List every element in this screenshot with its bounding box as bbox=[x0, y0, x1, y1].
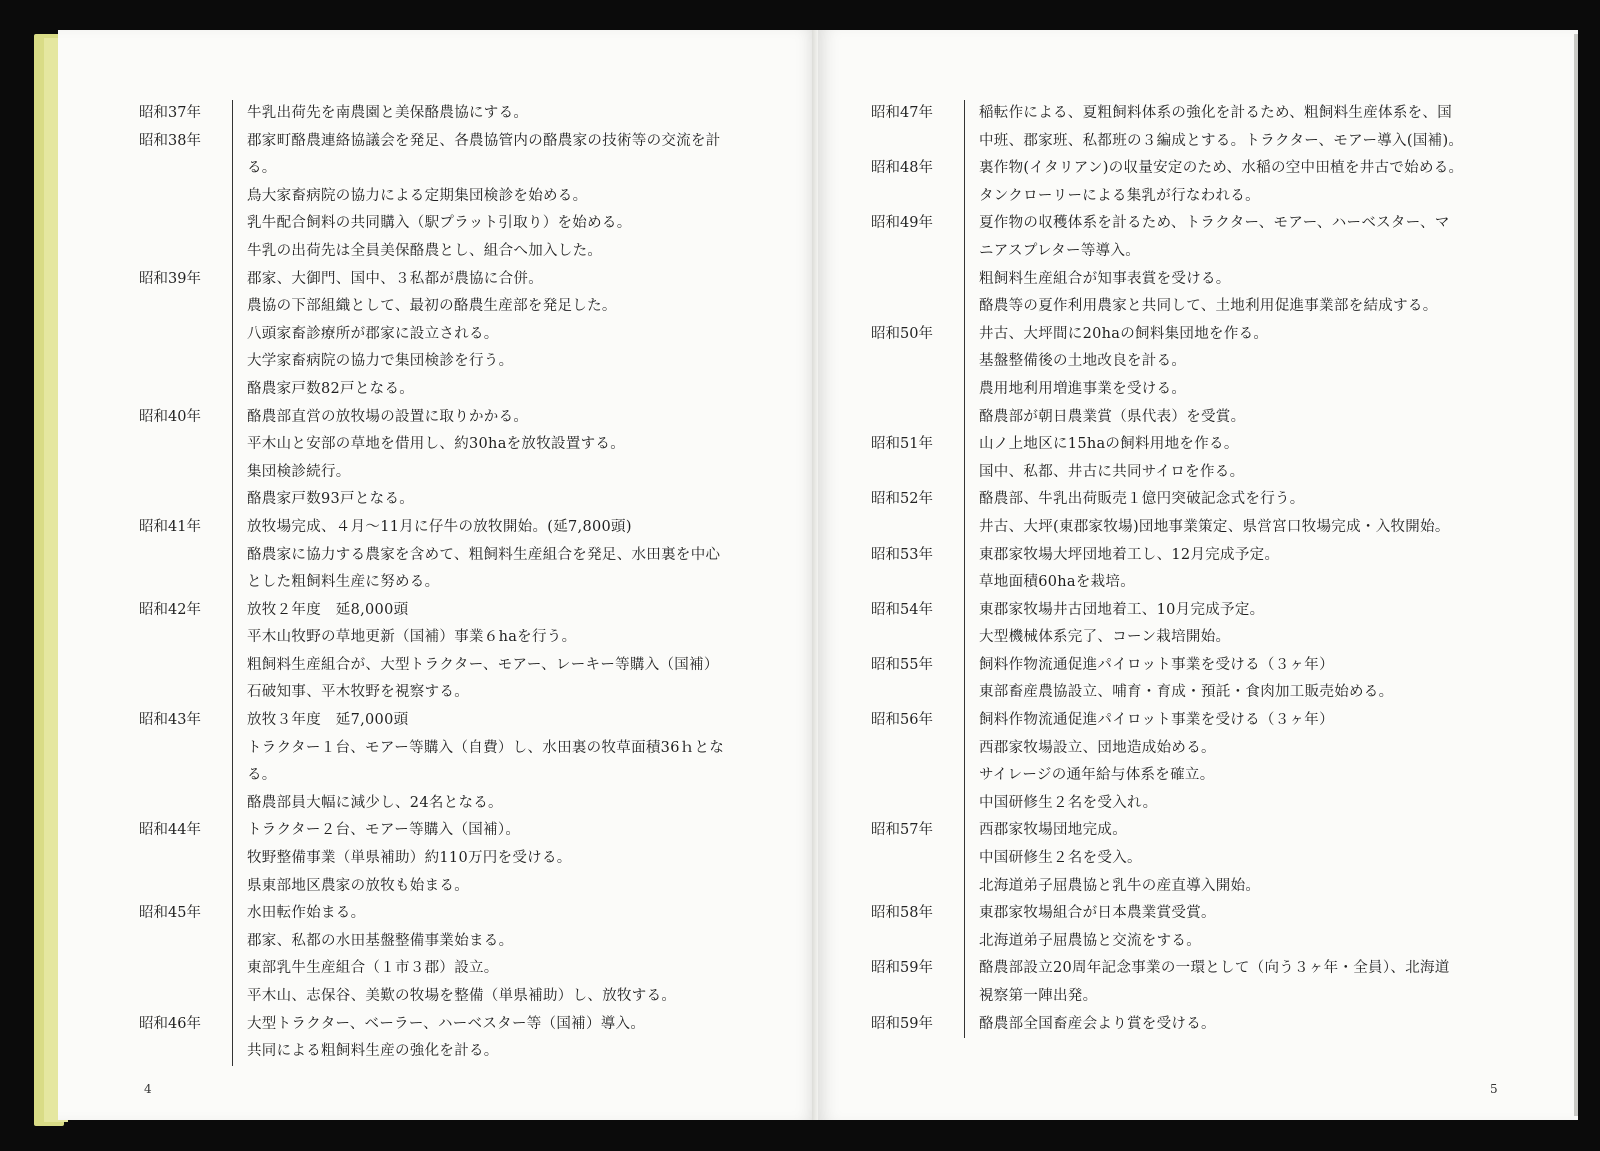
entry-year: 昭和56年 bbox=[871, 712, 933, 729]
entry-line: 共同による粗飼料生産の強化を計る。 bbox=[247, 1043, 499, 1060]
entry-line: 井古、大坪(東郡家牧場)団地事業策定、県営宮口牧場完成・入牧開始。 bbox=[979, 518, 1450, 535]
entry-line: 東郡家牧場大坪団地着工し、12月完成予定。 bbox=[979, 546, 1280, 563]
entry-lines bbox=[965, 707, 1510, 817]
entry-line: 東郡家牧場組合が日本農業賞受賞。 bbox=[979, 905, 1216, 922]
entry-line: 中国研修生２名を受入。 bbox=[979, 850, 1142, 867]
entry-line: 牧野整備事業（単県補助）約110万円を受ける。 bbox=[247, 850, 572, 867]
entry-lines bbox=[233, 128, 778, 266]
entry-year: 昭和47年 bbox=[871, 105, 933, 121]
timeline-entry bbox=[139, 514, 778, 597]
entry-line: 視察第一陣出発。 bbox=[979, 988, 1098, 1004]
entry-line: 石破知事、平木牧野を視察する。 bbox=[247, 684, 469, 701]
entry-lines bbox=[965, 900, 1510, 955]
timeline-entry bbox=[871, 817, 1510, 900]
entry-year: 昭和59年 bbox=[871, 960, 933, 977]
entry-lines bbox=[233, 900, 778, 1010]
timeline-entry bbox=[871, 431, 1510, 486]
entry-line: トラクター１台、モアー等購入（自費）し、水田裏の牧草面積36ｈとな bbox=[247, 739, 725, 756]
entry-lines bbox=[233, 817, 778, 900]
entry-year: 昭和58年 bbox=[871, 905, 933, 922]
timeline-entry bbox=[871, 652, 1510, 707]
entry-lines bbox=[965, 597, 1510, 652]
timeline-entry bbox=[871, 1011, 1510, 1039]
entry-year: 昭和44年 bbox=[139, 822, 201, 839]
entry-lines bbox=[233, 100, 778, 128]
entry-year: 昭和53年 bbox=[871, 546, 933, 563]
timeline-entry bbox=[139, 817, 778, 900]
entry-line: 飼料作物流通促進パイロット事業を受ける（３ヶ年） bbox=[979, 712, 1334, 729]
entry-lines bbox=[965, 542, 1510, 597]
entry-line: 酪農部が朝日農業賞（県代表）を受賞。 bbox=[979, 408, 1246, 425]
page-stack-edge bbox=[1574, 34, 1578, 1116]
entry-line: る。 bbox=[247, 767, 277, 784]
entry-line: る。 bbox=[247, 160, 277, 177]
entry-line: サイレージの通年給与体系を確立。 bbox=[979, 767, 1215, 784]
entry-line: 牛乳出荷先を南農園と美保酪農協にする。 bbox=[247, 105, 529, 121]
entry-line: 稲転作による、夏粗飼料体系の強化を計るため、粗飼料生産体系を、国 bbox=[979, 105, 1453, 121]
entry-line: 東部乳牛生産組合（１市３郡）設立。 bbox=[247, 960, 499, 977]
entry-lines bbox=[233, 404, 778, 514]
entry-line: 郡家、私都の水田基盤整備事業始まる。 bbox=[247, 932, 514, 949]
entry-line: 平木山と安部の草地を借用し、約30haを放牧設置する。 bbox=[247, 436, 626, 453]
entry-line: 牛乳の出荷先は全員美保酪農とし、組合へ加入した。 bbox=[247, 242, 603, 259]
entry-year: 昭和51年 bbox=[871, 436, 933, 453]
timeline-entry bbox=[139, 707, 778, 817]
entry-lines bbox=[965, 155, 1510, 210]
entry-line: 粗飼料生産組合が知事表賞を受ける。 bbox=[979, 270, 1231, 287]
entry-line: 東郡家牧場井古団地着工、10月完成予定。 bbox=[979, 601, 1265, 618]
timeline-entry bbox=[139, 128, 778, 266]
entry-line: 大学家畜病院の協力で集団検診を行う。 bbox=[247, 353, 514, 370]
entry-line: 八頭家畜診療所が郡家に設立される。 bbox=[247, 325, 499, 342]
entry-lines bbox=[233, 597, 778, 707]
entry-line: 酪農部直営の放牧場の設置に取りかかる。 bbox=[247, 408, 529, 425]
entry-line: とした粗飼料生産に努める。 bbox=[247, 574, 440, 591]
entry-line: 裏作物(イタリアン)の収量安定のため、水稲の空中田植を井古で始める。 bbox=[979, 160, 1464, 177]
entry-line: 北海道弟子屈農協と交流をする。 bbox=[979, 932, 1201, 949]
entry-lines bbox=[965, 210, 1510, 320]
timeline-entry bbox=[139, 404, 778, 514]
timeline-entry bbox=[871, 486, 1510, 541]
entry-line: 国中、私都、井古に共同サイロを作る。 bbox=[979, 463, 1245, 480]
entry-line: 水田転作始まる。 bbox=[247, 905, 366, 922]
entry-line: 粗飼料生産組合が、大型トラクター、モアー、レーキー等購入（国補） bbox=[247, 656, 719, 673]
entry-line: 夏作物の収穫体系を計るため、トラクター、モアー、ハーベスター、マ bbox=[979, 215, 1450, 232]
entry-line: 西郡家牧場団地完成。 bbox=[979, 822, 1127, 839]
entry-lines bbox=[233, 514, 778, 597]
timeline-entry bbox=[139, 100, 778, 128]
entry-lines bbox=[965, 652, 1510, 707]
timeline-entry bbox=[871, 321, 1510, 431]
entry-line: 酪農部員大幅に減少し、24名となる。 bbox=[247, 794, 503, 811]
timeline-entry bbox=[139, 900, 778, 1010]
entry-line: 乳牛配合飼料の共同購入（駅プラット引取り）を始める。 bbox=[247, 215, 632, 232]
timeline-entry bbox=[871, 542, 1510, 597]
entry-lines bbox=[965, 100, 1510, 155]
entry-line: 山ノ上地区に15haの飼料用地を作る。 bbox=[979, 436, 1239, 453]
entry-line: 鳥大家畜病院の協力による定期集団検診を始める。 bbox=[247, 187, 588, 204]
entry-year: 昭和49年 bbox=[871, 215, 933, 232]
entry-line: 西郡家牧場設立、団地造成始める。 bbox=[979, 739, 1216, 756]
entry-line: 酪農等の夏作利用農家と共同して、土地利用促進事業部を結成する。 bbox=[979, 298, 1438, 315]
page-number-right: 5 bbox=[1490, 1082, 1498, 1096]
entry-line: 大型トラクター、ベーラー、ハーベスター等（国補）導入。 bbox=[247, 1015, 646, 1032]
entry-year: 昭和50年 bbox=[871, 325, 933, 342]
timeline-entry bbox=[871, 707, 1510, 817]
left-timeline bbox=[139, 100, 778, 1066]
entry-line: 郡家町酪農連絡協議会を発足、各農協管内の酪農家の技術等の交流を計 bbox=[247, 132, 721, 149]
entry-line: 東部畜産農協設立、哺育・育成・預託・食肉加工販売始める。 bbox=[979, 684, 1394, 701]
entry-line: 集団検診続行。 bbox=[247, 463, 351, 480]
entry-line: 平木山牧野の草地更新（国補）事業６haを行う。 bbox=[247, 629, 577, 646]
entry-year: 昭和55年 bbox=[871, 656, 933, 673]
entry-line: 北海道弟子屈農協と乳牛の産直導入開始。 bbox=[979, 877, 1261, 894]
entry-line: 農協の下部組織として、最初の酪農生産部を発足した。 bbox=[247, 298, 617, 315]
right-page bbox=[818, 30, 1578, 1120]
entry-line: ニアスプレター等導入。 bbox=[979, 242, 1141, 259]
entry-line: 平木山、志保谷、美歎の牧場を整備（単県補助）し、放牧する。 bbox=[247, 988, 677, 1004]
entry-year: 昭和43年 bbox=[139, 712, 201, 729]
entry-line: 郡家、大御門、国中、３私都が農協に合併。 bbox=[247, 270, 543, 287]
entry-lines bbox=[233, 1011, 778, 1066]
entry-line: 農用地利用増進事業を受ける。 bbox=[979, 380, 1187, 397]
entry-line: 酪農家戸数93戸となる。 bbox=[247, 491, 415, 508]
entry-year: 昭和48年 bbox=[871, 160, 933, 177]
timeline-entry bbox=[871, 900, 1510, 955]
entry-line: 酪農家に協力する農家を含めて、粗飼料生産組合を発足、水田裏を中心 bbox=[247, 546, 721, 563]
entry-line: 酪農家戸数82戸となる。 bbox=[247, 380, 415, 397]
entry-lines bbox=[233, 707, 778, 817]
entry-year: 昭和46年 bbox=[139, 1015, 201, 1032]
timeline-entry bbox=[871, 955, 1510, 1010]
entry-line: 放牧２年度 延8,000頭 bbox=[247, 601, 409, 618]
entry-line: 酪農部、牛乳出荷販売１億円突破記念式を行う。 bbox=[979, 491, 1305, 508]
page-number-left: 4 bbox=[144, 1082, 152, 1096]
entry-year: 昭和38年 bbox=[139, 132, 201, 149]
entry-lines bbox=[965, 321, 1510, 431]
entry-lines bbox=[965, 1011, 1510, 1039]
entry-line: タンクローリーによる集乳が行なわれる。 bbox=[979, 187, 1260, 204]
entry-line: 中班、郡家班、私都班の３編成とする。トラクター、モアー導入(国補)。 bbox=[979, 132, 1464, 149]
timeline-entry bbox=[871, 597, 1510, 652]
entry-year: 昭和39年 bbox=[139, 270, 201, 287]
entry-lines bbox=[965, 955, 1510, 1010]
entry-line: トラクター２台、モアー等購入（国補）。 bbox=[247, 822, 521, 839]
entry-line: 飼料作物流通促進パイロット事業を受ける（３ヶ年） bbox=[979, 656, 1334, 673]
entry-year: 昭和54年 bbox=[871, 601, 933, 618]
entry-lines bbox=[965, 431, 1510, 486]
timeline-entry bbox=[871, 155, 1510, 210]
entry-year: 昭和37年 bbox=[139, 105, 201, 121]
entry-line: 酪農部設立20周年記念事業の一環として（向う３ヶ年・全員）、北海道 bbox=[979, 960, 1450, 977]
right-timeline bbox=[871, 100, 1510, 1038]
entry-lines bbox=[965, 817, 1510, 900]
timeline-entry bbox=[139, 1011, 778, 1066]
entry-year: 昭和41年 bbox=[139, 518, 201, 535]
timeline-entry bbox=[139, 266, 778, 404]
left-page bbox=[58, 30, 818, 1120]
entry-year: 昭和57年 bbox=[871, 822, 933, 839]
entry-line: 酪農部全国畜産会より賞を受ける。 bbox=[979, 1015, 1216, 1032]
entry-year: 昭和59年 bbox=[871, 1015, 933, 1032]
entry-line: 基盤整備後の土地改良を計る。 bbox=[979, 353, 1187, 370]
entry-line: 県東部地区農家の放牧も始まる。 bbox=[247, 877, 469, 894]
entry-year: 昭和52年 bbox=[871, 491, 933, 508]
entry-year: 昭和42年 bbox=[139, 601, 201, 618]
entry-year: 昭和40年 bbox=[139, 408, 201, 425]
entry-lines bbox=[233, 266, 778, 404]
entry-line: 井古、大坪間に20haの飼料集団地を作る。 bbox=[979, 325, 1269, 342]
timeline-entry bbox=[139, 597, 778, 707]
timeline-entry bbox=[871, 210, 1510, 320]
entry-line: 草地面積60haを栽培。 bbox=[979, 574, 1136, 591]
entry-line: 放牧３年度 延7,000頭 bbox=[247, 712, 409, 729]
entry-lines bbox=[965, 486, 1510, 541]
entry-line: 放牧場完成、４月～11月に仔牛の放牧開始。(延7,800頭) bbox=[247, 518, 632, 535]
entry-year: 昭和45年 bbox=[139, 905, 201, 922]
entry-line: 中国研修生２名を受入れ。 bbox=[979, 794, 1158, 811]
entry-line: 大型機械体系完了、コーン栽培開始。 bbox=[979, 629, 1231, 646]
timeline-entry bbox=[871, 100, 1510, 155]
